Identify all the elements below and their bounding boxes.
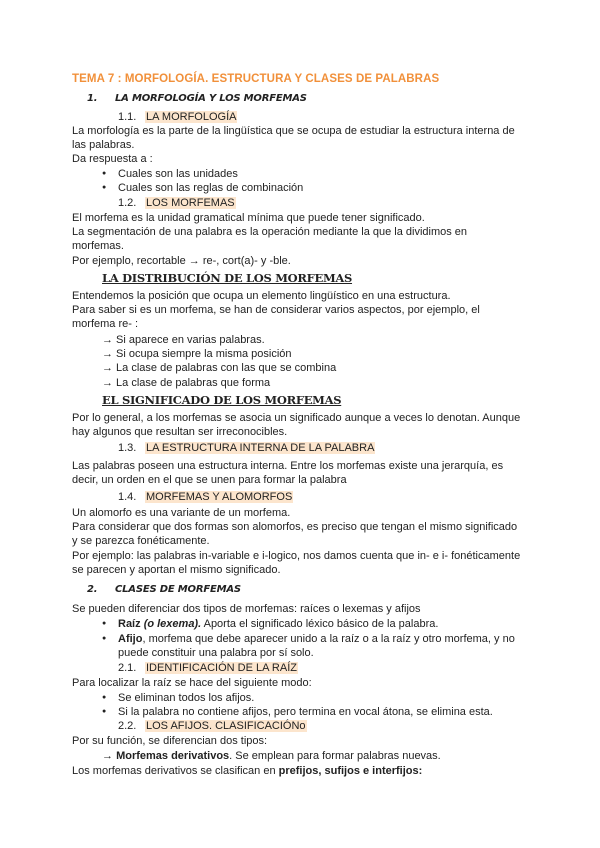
section-label: CLASES DE MORFEMAS: [115, 584, 241, 595]
bullet-text: Si la palabra no contiene afijos, pero termina en vocal átona, se elimina esta.: [118, 706, 493, 718]
paragraph-line: decir, un orden en el que se unen para formar la palabra: [72, 474, 347, 486]
subsection-label: LA MORFOLOGÍA: [146, 111, 237, 123]
bullet-text: Cuales son las reglas de combinación: [118, 182, 304, 194]
paragraph-line: La segmentación de una palabra es la operación mediante la que la dividimos en: [72, 226, 468, 238]
paragraph-line: Un alomorfo es una variante de un morfema.: [72, 507, 291, 519]
arrow-item-derivativos: [102, 749, 441, 763]
paragraph-line: hay algunos que resultan ser irreconocibles.: [72, 426, 288, 438]
subsection-label: LOS AFIJOS. CLASIFICACIÓNo: [146, 720, 306, 732]
subsection-number: 2.2.: [118, 720, 137, 732]
bullet-text: , morfema que debe aparecer unido a la raíz o a la raíz y otro morfema, y no: [142, 633, 515, 645]
term-bold: Morfemas derivativos: [116, 750, 230, 762]
paragraph-line: El morfema es la unidad gramatical mínima que puede tener significado.: [72, 212, 425, 224]
section-1-heading: [87, 92, 307, 106]
subsection-2-1-heading: [118, 661, 298, 675]
arrow-item: → Si aparece en varias palabras.: [102, 334, 265, 346]
paragraph-text: Los morfemas derivativos se clasifican en: [72, 765, 279, 777]
paragraph-line: Por su función, se diferencian dos tipos:: [72, 735, 268, 747]
subsection-number: 1.4.: [118, 491, 137, 503]
subsection-2-2-heading: [118, 719, 307, 733]
subsection-label: LA ESTRUCTURA INTERNA DE LA PALABRA: [146, 442, 375, 454]
subsection-number: 2.1.: [118, 662, 137, 674]
arrow-item: → Si ocupa siempre la misma posición: [102, 348, 292, 360]
distribution-heading: LA DISTRIBUCIÓN DE LOS MORFEMAS: [102, 271, 353, 285]
paragraph-line: Por lo general, a los morfemas se asocia un significado aunque a veces lo denotan. Aunque: [72, 412, 521, 424]
bullet-text: Cuales son las unidades: [118, 168, 238, 180]
bullet-text: Se eliminan todos los afijos.: [118, 692, 255, 704]
section-number: 1.: [87, 93, 98, 104]
paragraph-line: Para considerar que dos formas son alomorfos, es preciso que tengan el mismo significado: [72, 521, 518, 533]
subsection-1-2-heading: [118, 196, 236, 210]
paragraph-line: Para localizar la raíz se hace del siguiente modo:: [72, 677, 312, 689]
subsection-number: 1.3.: [118, 442, 137, 454]
section-2-heading: [87, 583, 241, 597]
bullet-text: Aporta el significado léxico básico de la palabra.: [201, 618, 439, 630]
bullet-item: [118, 691, 254, 705]
section-number: 2.: [87, 584, 98, 595]
paragraph-line: se parecen y aportan el mismo significado.: [72, 564, 281, 576]
paragraph-line: Da respuesta a :: [72, 153, 153, 165]
paragraph-line-last: [72, 764, 422, 778]
term-bold: prefijos, sufijos e interfijos:: [278, 765, 423, 777]
term-bold: Raíz: [118, 618, 141, 630]
paragraph-line: Se pueden diferenciar dos tipos de morfemas: raíces o lexemas y afijos: [72, 603, 421, 615]
arrow-text: . Se emplean para formar palabras nuevas.: [229, 750, 441, 762]
meaning-heading: EL SIGNIFICADO DE LOS MORFEMAS: [102, 393, 342, 407]
subsection-1-4-heading: [118, 490, 293, 504]
arrow-glyph: →: [102, 750, 117, 762]
paragraph-line: Por ejemplo: las palabras in-variable e i-logico, nos damos cuenta que in- e i- fonéticamente: [72, 550, 521, 562]
bullet-item-afijo: [118, 632, 515, 646]
paragraph-line: Entendemos la posición que ocupa un elemento lingüístico en una estructura.: [72, 290, 451, 302]
document-title: TEMA 7 : MORFOLOGÍA. ESTRUCTURA Y CLASES DE PALABRAS: [72, 73, 440, 85]
paragraph-line: y se parezca fonéticamente.: [72, 535, 210, 547]
term-bold: Afijo: [118, 633, 143, 645]
subsection-1-3-heading: [118, 441, 375, 455]
subsection-label: LOS MORFEMAS: [146, 197, 235, 209]
paragraph-line: morfemas.: [72, 240, 124, 252]
subsection-label: IDENTIFICACIÓN DE LA RAÍZ: [146, 662, 297, 674]
subsection-number: 1.2.: [118, 197, 137, 209]
bullet-item: [118, 167, 238, 181]
paragraph-line: Para saber si es un morfema, se han de considerar varios aspectos, por ejemplo, el: [72, 304, 480, 316]
subsection-label: MORFEMAS Y ALOMORFOS: [146, 491, 293, 503]
term-bold-italic: (o lexema).: [143, 618, 202, 630]
subsection-number: 1.1.: [118, 111, 137, 123]
arrow-item: → La clase de palabras que forma: [102, 377, 271, 389]
subsection-1-1-heading: [118, 110, 237, 124]
paragraph-line: Por ejemplo, recortable → re-, cort(a)- y -ble.: [72, 255, 291, 267]
arrow-item: → La clase de palabras con las que se combina: [102, 362, 337, 374]
paragraph-line: morfema re- :: [72, 318, 139, 330]
paragraph-line: las palabras.: [72, 139, 135, 151]
bullet-item: [118, 181, 303, 195]
section-label: LA MORFOLOGÍA Y LOS MORFEMAS: [115, 93, 307, 104]
bullet-item: [118, 705, 493, 719]
bullet-continuation: puede constituir una palabra por sí solo.: [118, 647, 314, 659]
bullet-item-raiz: [118, 617, 438, 631]
paragraph-line: Las palabras poseen una estructura interna. Entre los morfemas existe una jerarquía, es: [72, 460, 504, 472]
paragraph-line: La morfología es la parte de la lingüística que se ocupa de estudiar la estructura interna de: [72, 125, 515, 137]
